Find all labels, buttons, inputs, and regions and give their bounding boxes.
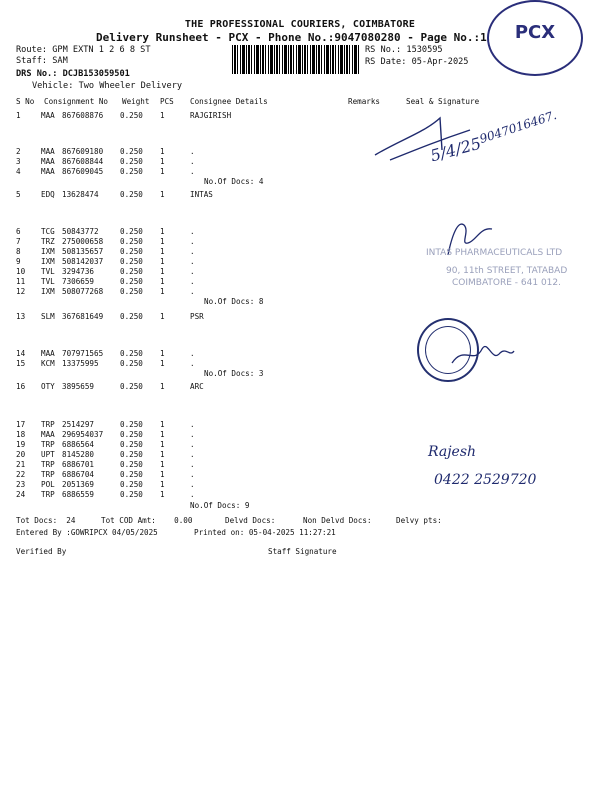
- group-doc-count: No.Of Docs: 3: [204, 369, 264, 378]
- handwritten-name: Rajesh: [428, 444, 477, 460]
- signature-scribble: [448, 335, 518, 370]
- company-stamp-line: 90, 11th STREET, TATABAD: [446, 266, 568, 276]
- group-doc-count: No.Of Docs: 4: [204, 177, 264, 186]
- drs-number: DRS No.: DCJB153059501: [16, 69, 130, 79]
- company-stamp-line: COIMBATORE - 641 012.: [452, 278, 561, 288]
- col-consignment: Consignment No: [44, 97, 109, 106]
- page-title: THE PROFESSIONAL COURIERS, COIMBATORE: [184, 19, 416, 30]
- col-seal-signature: Seal & Signature: [406, 97, 480, 106]
- staff-signature-label: Staff Signature: [268, 547, 337, 556]
- rs-date: RS Date: 05-Apr-2025: [365, 57, 469, 67]
- company-stamp-line: INTAS PHARMACEUTICALS LTD: [426, 248, 563, 258]
- col-weight: Weight: [122, 97, 150, 106]
- entered-by: Entered By :GOWRIPCX 04/05/2025: [16, 528, 158, 537]
- runsheet-subtitle: Delivery Runsheet - PCX - Phone No.:9047080280 - Page No.:1: [96, 31, 487, 44]
- col-sno: S No: [16, 97, 35, 106]
- route-label: Route: GPM EXTN 1 2 6 8 ST: [16, 45, 151, 55]
- printed-on: Printed on: 05-04-2025 11:27:21: [194, 528, 336, 537]
- verified-by-label: Verified By: [16, 547, 67, 556]
- handwritten-phone: 9047016467.: [477, 107, 559, 147]
- col-pcs: PCS: [160, 97, 174, 106]
- handwritten-phone-number: 0422 2529720: [434, 472, 537, 488]
- pcx-stamp: PCX: [487, 0, 583, 76]
- rs-number: RS No.: 1530595: [365, 45, 443, 55]
- group-doc-count: No.Of Docs: 9: [190, 501, 250, 510]
- col-remarks: Remarks: [348, 97, 381, 106]
- col-consignee: Consignee Details: [190, 97, 268, 106]
- handwritten-date: 5/4/25: [428, 133, 484, 166]
- barcode: [232, 45, 359, 74]
- group-doc-count: No.Of Docs: 8: [204, 297, 264, 306]
- staff-label: Staff: SAM: [16, 56, 68, 66]
- vehicle-label: Vehicle: Two Wheeler Delivery: [32, 81, 183, 91]
